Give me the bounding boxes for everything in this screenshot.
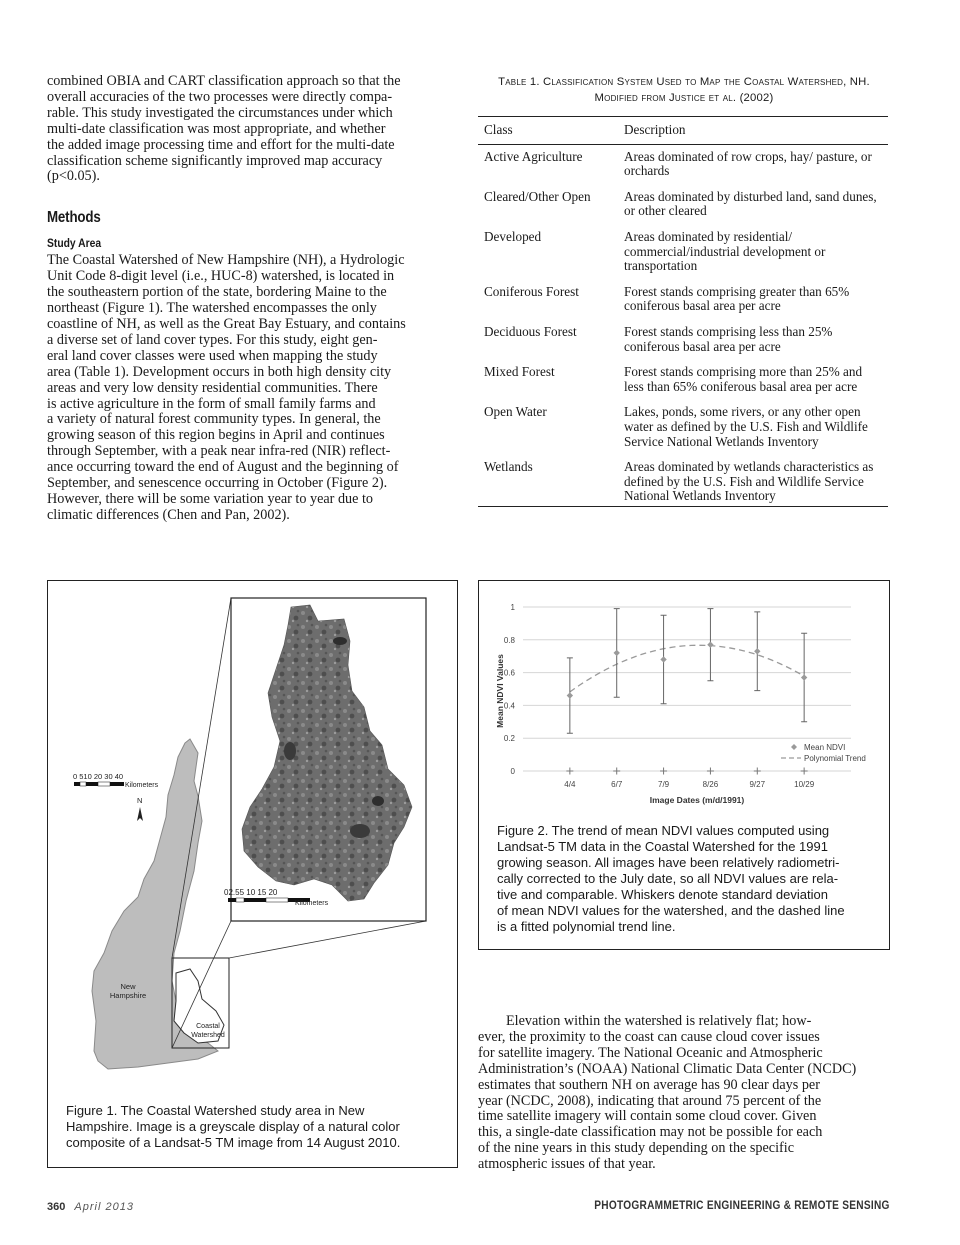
caption-line: growing season. All images have been relatively radiometri- <box>497 855 840 870</box>
issue-date: April 2013 <box>74 1201 134 1213</box>
error-bars <box>567 609 807 734</box>
text-line: northeast (Figure 1). The watershed encompasses the only <box>47 300 377 317</box>
state-scale-ticks: 0 510 20 30 40 <box>73 772 124 781</box>
table-caption-line: Table 1. Classification System Used to Map the Coastal Watershed, NH. <box>498 76 870 88</box>
caption-line: Hampshire. Image is a greyscale display of a natural color <box>66 1119 400 1134</box>
text-line: through September, with a peak near infra-red (NIR) reflect- <box>47 443 391 460</box>
text-line: is active agriculture in the form of small family farms and <box>47 395 376 412</box>
caption-line: composite of a Landsat-5 TM image from 14 August 2010. <box>66 1135 401 1150</box>
table-row <box>478 282 888 322</box>
description-cell: Areas dominated of row crops, hay/ pasture, or orchards <box>624 148 872 179</box>
column-header-description: Description <box>618 117 888 145</box>
x-axis-label: Image Dates (m/d/1991) <box>649 795 745 805</box>
text-line: climatic differences (Chen and Pan, 2002). <box>47 506 290 523</box>
classification-table <box>478 116 888 507</box>
table-row <box>478 402 888 457</box>
north-label: N <box>137 796 143 805</box>
table-row <box>478 187 888 227</box>
inset-scale-ticks: 02.55 10 15 20 <box>224 888 278 897</box>
caption-line: Landsat-5 TM data in the Coastal Watershed for the 1991 <box>497 839 828 854</box>
journal-name: PHOTOGRAMMETRIC ENGINEERING & REMOTE SENSING <box>594 1200 890 1212</box>
caption-line: Figure 1. The Coastal Watershed study area in New <box>66 1103 365 1118</box>
water-body <box>350 824 370 838</box>
table-caption-line: Modified from Justice et al. (2002) <box>594 92 774 104</box>
y-tick-label: 0.8 <box>503 635 515 645</box>
intro-paragraph <box>47 74 457 185</box>
right-column <box>478 74 890 507</box>
x-tick-mark <box>801 768 808 775</box>
water-body <box>284 742 296 760</box>
data-point <box>614 650 620 656</box>
data-points <box>567 642 808 699</box>
x-tick-label: 4/4 <box>564 780 576 789</box>
x-tick-mark <box>566 768 573 775</box>
class-cell: Mixed Forest <box>484 364 555 380</box>
table-header-row <box>478 117 888 145</box>
text-line: classification scheme significantly improved map accuracy <box>47 152 383 169</box>
table-row <box>478 144 888 187</box>
description-cell: Forest stands comprising more than 25% and less than 65% coniferous basal area per acre <box>624 364 863 394</box>
x-tick-mark <box>613 768 620 775</box>
text-line: (p<0.05). <box>47 168 100 185</box>
figure-1-caption <box>66 1103 446 1151</box>
y-tick-label: 0.6 <box>503 668 515 678</box>
left-column <box>47 74 457 524</box>
chart-gridlines <box>523 607 851 771</box>
description-cell: Lakes, ponds, some rivers, or any other open water as defined by the U.S. Fish and Wildlife Service National Wetlands Inventory <box>624 404 868 449</box>
text-line: multi-date classification was most appropriate, and whether <box>47 120 386 137</box>
x-tick-label: 10/29 <box>794 780 815 789</box>
ndvi-chart <box>479 581 890 813</box>
class-cell: Developed <box>484 228 542 244</box>
y-axis-ticks <box>504 603 516 776</box>
y-tick-label: 0.2 <box>503 734 515 744</box>
x-tick-label: 8/26 <box>702 780 719 789</box>
figure-2-chart <box>478 580 890 950</box>
table-caption <box>478 74 890 106</box>
caption-line: tive and comparable. Whiskers denote standard deviation <box>497 887 828 902</box>
text-line: year (NCDC, 2008), indicating that around 75 percent of the <box>478 1092 822 1109</box>
table-row <box>478 227 888 282</box>
page-footer-left <box>47 1201 134 1213</box>
text-line: combined OBIA and CART classification approach so that the <box>47 73 401 89</box>
watershed-label: Watershed <box>191 1032 225 1039</box>
y-tick-label: 0 <box>510 767 515 776</box>
data-point <box>660 656 666 662</box>
x-tick-mark <box>660 768 667 775</box>
text-line: a variety of natural forest community types. In general, the <box>47 411 381 428</box>
text-line: atmospheric issues of that year. <box>478 1156 656 1173</box>
description-cell: Forest stands comprising less than 25% coniferous basal area per acre <box>624 323 833 354</box>
section-heading-methods: Methods <box>47 209 101 227</box>
text-line: Elevation within the watershed is relatively flat; how- <box>506 1013 812 1029</box>
chart-legend <box>781 743 866 763</box>
text-line: areas and very low density residential communities. There <box>47 379 378 396</box>
description-cell: Forest stands comprising greater than 65% coniferous basal area per acre <box>624 283 850 314</box>
class-cell: Deciduous Forest <box>484 323 577 339</box>
text-line: of the nine years in this study depending on the specific <box>478 1140 794 1157</box>
page-number: 360 <box>47 1201 66 1213</box>
text-line: for satellite imagery. The National Oceanic and Atmospheric <box>478 1044 823 1061</box>
text-line: growing season of this region begins in April and continues <box>47 427 385 444</box>
x-tick-mark <box>707 768 714 775</box>
x-tick-label: 6/7 <box>611 780 623 789</box>
caption-line: is a fitted polynomial trend line. <box>497 919 676 934</box>
class-cell: Coniferous Forest <box>484 283 579 299</box>
text-line: September, and senescence occurring in October (Figure 2). <box>47 475 388 492</box>
elevation-paragraph <box>478 1014 890 1173</box>
data-point <box>754 648 760 654</box>
table-row <box>478 362 888 402</box>
text-line: the southeastern portion of the state, bordering Maine to the <box>47 284 387 301</box>
text-line: rable. This study investigated the circumstances under which <box>47 104 393 121</box>
text-line: a diverse set of land cover types. For this study, eight gen- <box>47 331 378 348</box>
text-line: overall accuracies of the two processes were directly compa- <box>47 88 393 105</box>
caption-line: cally corrected to the July date, so all NDVI values are rela- <box>497 871 839 886</box>
state-label: New <box>120 982 136 991</box>
state-scale-unit: Kilometers <box>125 782 159 789</box>
text-line: coastline of NH, as well as the Great Bay Estuary, and contains <box>47 315 406 332</box>
description-cell: Areas dominated by wetlands characteristics as defined by the U.S. Fish and Wildlife Service National Wetlands Inventory <box>618 457 888 506</box>
table-row <box>478 457 888 506</box>
watershed-label: Coastal <box>196 1023 220 1030</box>
state-label: Hampshire <box>109 991 147 1000</box>
data-point <box>567 692 573 698</box>
text-line: Administration’s (NOAA) National Climatic Data Center (NCDC) <box>478 1060 857 1077</box>
text-line: ance occurring toward the end of August and the beginning of <box>47 459 399 476</box>
data-point <box>801 674 807 680</box>
connector-line <box>229 921 426 958</box>
water-body <box>333 637 347 645</box>
study-area-map <box>48 581 458 1101</box>
caption-line: Figure 2. The trend of mean NDVI values computed using <box>497 823 830 838</box>
study-area-paragraph <box>47 253 457 523</box>
class-cell: Active Agriculture <box>484 148 583 164</box>
text-line: estimates that southern NH on average has 90 clear days per <box>478 1076 820 1093</box>
y-tick-label: 0.4 <box>503 701 515 711</box>
subsection-heading-study-area: Study Area <box>47 236 102 251</box>
text-line: area (Table 1). Development occurs in both high density city <box>47 363 392 380</box>
inset-scale-unit: Kilometers <box>295 900 329 907</box>
description-cell: Areas dominated by residential/ commercial/industrial development or transportation <box>624 228 826 274</box>
description-cell: Areas dominated by disturbed land, sand dunes, or other cleared <box>624 188 877 219</box>
column-header-class: Class <box>478 117 618 145</box>
north-arrow-icon <box>137 796 143 821</box>
text-line: Unit Code 8-digit level (i.e., HUC-8) watershed, is located in <box>47 268 395 285</box>
water-body <box>372 796 384 806</box>
class-cell: Cleared/Other Open <box>484 188 591 204</box>
legend-marker-icon <box>791 744 797 750</box>
figure-2-caption <box>497 823 885 935</box>
class-cell: Wetlands <box>478 457 618 506</box>
text-line: this, a single-date classification may not be possible for each <box>478 1124 823 1141</box>
x-tick-label: 7/9 <box>658 780 670 789</box>
state-scale-bar <box>73 772 159 789</box>
x-tick-mark <box>754 768 761 775</box>
text-line: The Coastal Watershed of New Hampshire (NH), a Hydrologic <box>47 252 405 269</box>
text-line: However, there will be some variation year to year due to <box>47 490 374 507</box>
text-line: eral land cover classes were used when mapping the study <box>47 347 378 364</box>
x-tick-label: 9/27 <box>749 780 766 789</box>
legend-label: Polynomial Trend <box>804 754 866 763</box>
y-tick-label: 1 <box>510 603 515 612</box>
caption-line: of mean NDVI values for the watershed, and the dashed line <box>497 903 845 918</box>
text-line: time satellite imagery will contain some cloud cover. Given <box>478 1108 817 1125</box>
legend-label: Mean NDVI <box>804 743 846 752</box>
text-line: the added image processing time and effort for the multi-date <box>47 136 395 153</box>
data-point <box>707 642 713 648</box>
figure-1-map <box>47 580 458 1168</box>
polynomial-trend-line <box>570 645 804 692</box>
y-axis-label: Mean NDVI Values <box>495 654 505 728</box>
table-row <box>478 322 888 362</box>
text-line: ever, the proximity to the coast can cause cloud cover issues <box>478 1028 820 1045</box>
class-cell: Open Water <box>484 404 547 420</box>
